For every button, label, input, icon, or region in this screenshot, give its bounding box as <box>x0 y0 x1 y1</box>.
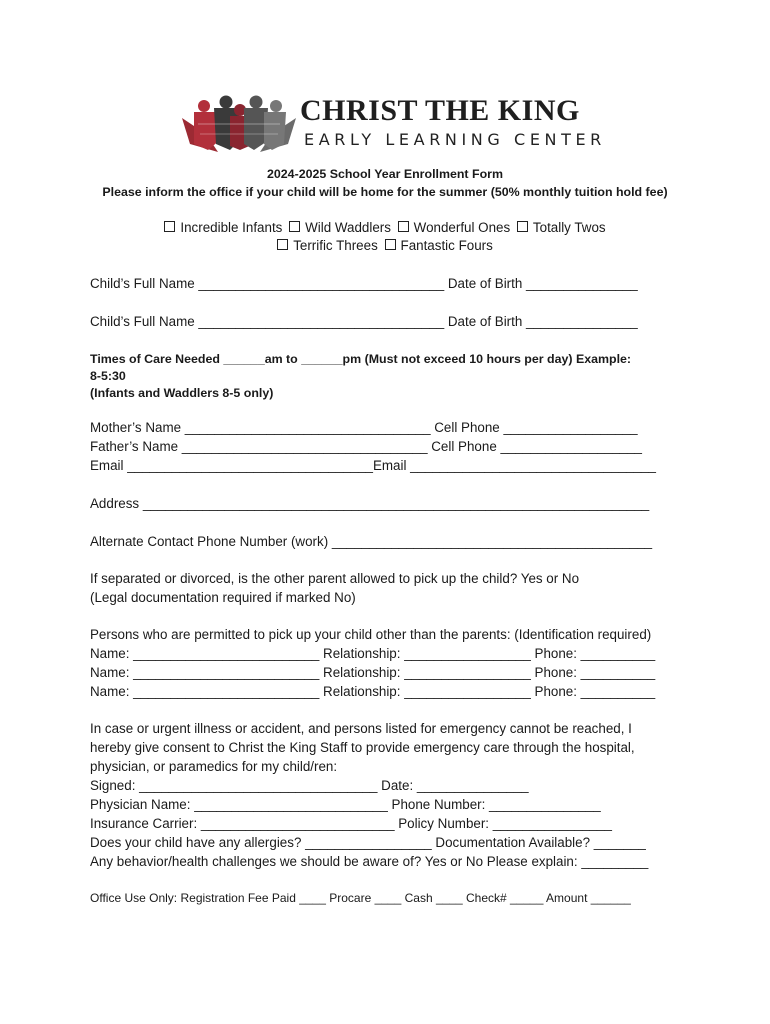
pickup-person-row[interactable]: Name: _________________________ Relationship: _________________ Phone: __________ <box>90 684 656 699</box>
child-name-field[interactable]: Child’s Full Name _________________________________ Date of Birth _______________ <box>90 314 638 329</box>
logo <box>180 92 606 156</box>
program-options-row-2 <box>0 237 770 255</box>
custody-question[interactable]: If separated or divorced, is the other parent allowed to pick up the child? Yes or No <box>90 571 580 586</box>
checkbox-terrific-threes[interactable] <box>277 239 288 250</box>
pickup-person-row[interactable]: Name: _________________________ Relationship: _________________ Phone: __________ <box>90 665 656 680</box>
pickup-intro: Persons who are permitted to pick up your child other than the parents: (Identification required) <box>90 627 652 642</box>
signature-date-field[interactable]: Signed: ________________________________ Date: _______________ <box>90 778 529 793</box>
children-figures-logo-icon <box>180 94 298 152</box>
pickup-person-row[interactable]: Name: _________________________ Relationship: _________________ Phone: __________ <box>90 646 656 661</box>
consent-text: In case or urgent illness or accident, and persons listed for emergency cannot be reached, I <box>90 721 632 736</box>
program-label: Wonderful Ones <box>413 220 511 235</box>
program-label: Terrific Threes <box>293 238 378 253</box>
physician-field[interactable]: Physician Name: __________________________ Phone Number: _______________ <box>90 797 601 812</box>
program-label: Totally Twos <box>532 220 606 235</box>
checkbox-wild-waddlers[interactable] <box>289 221 300 232</box>
father-info-field[interactable]: Father’s Name _________________________________ Cell Phone ___________________ <box>90 439 642 454</box>
checkbox-fantastic-fours[interactable] <box>385 239 396 250</box>
checkbox-incredible-infants[interactable] <box>164 221 175 232</box>
checkbox-wonderful-ones[interactable] <box>398 221 409 232</box>
care-note: (Infants and Waddlers 8-5 only) <box>90 386 274 400</box>
consent-text: physician, or paramedics for my child/ren: <box>90 759 338 774</box>
summer-notice: Please inform the office if your child will be home for the summer (50% monthly tuition hold fee) <box>102 185 668 199</box>
program-label: Incredible Infants <box>180 220 283 235</box>
office-use-only: Office Use Only: Registration Fee Paid ____ Procare ____ Cash ____ Check# _____ Amount ______ <box>90 891 631 905</box>
custody-note: (Legal documentation required if marked No) <box>90 590 356 605</box>
program-options-row-1 <box>0 219 770 237</box>
child-name-field[interactable]: Child’s Full Name _________________________________ Date of Birth _______________ <box>90 276 638 291</box>
address-field[interactable]: Address ____________________________________________________________________ <box>90 496 650 511</box>
care-example: 8-5:30 <box>90 369 126 383</box>
insurance-field[interactable]: Insurance Carrier: __________________________ Policy Number: ________________ <box>90 816 612 831</box>
behavior-field[interactable]: Any behavior/health challenges we should be aware of? Yes or No Please explain: _________ <box>90 854 649 869</box>
logo-subtitle: EARLY LEARNING CENTER <box>304 130 606 149</box>
form-title: 2024-2025 School Year Enrollment Form <box>267 167 503 181</box>
mother-info-field[interactable]: Mother’s Name _________________________________ Cell Phone __________________ <box>90 420 638 435</box>
program-label: Wild Waddlers <box>305 220 391 235</box>
checkbox-totally-twos[interactable] <box>517 221 528 232</box>
alternate-contact-field[interactable]: Alternate Contact Phone Number (work) ___________________________________________ <box>90 534 653 549</box>
email-fields[interactable]: Email _________________________________Email _________________________________ <box>90 458 656 473</box>
logo-title: CHRIST THE KING <box>300 94 580 127</box>
program-label: Fantastic Fours <box>400 238 493 253</box>
consent-text: hereby give consent to Christ the King Staff to provide emergency care through the hospital, <box>90 740 635 755</box>
care-times-field[interactable]: Times of Care Needed ______am to ______pm (Must not exceed 10 hours per day) Example: <box>90 352 632 366</box>
allergies-field[interactable]: Does your child have any allergies? _________________ Documentation Available? _______ <box>90 835 646 850</box>
